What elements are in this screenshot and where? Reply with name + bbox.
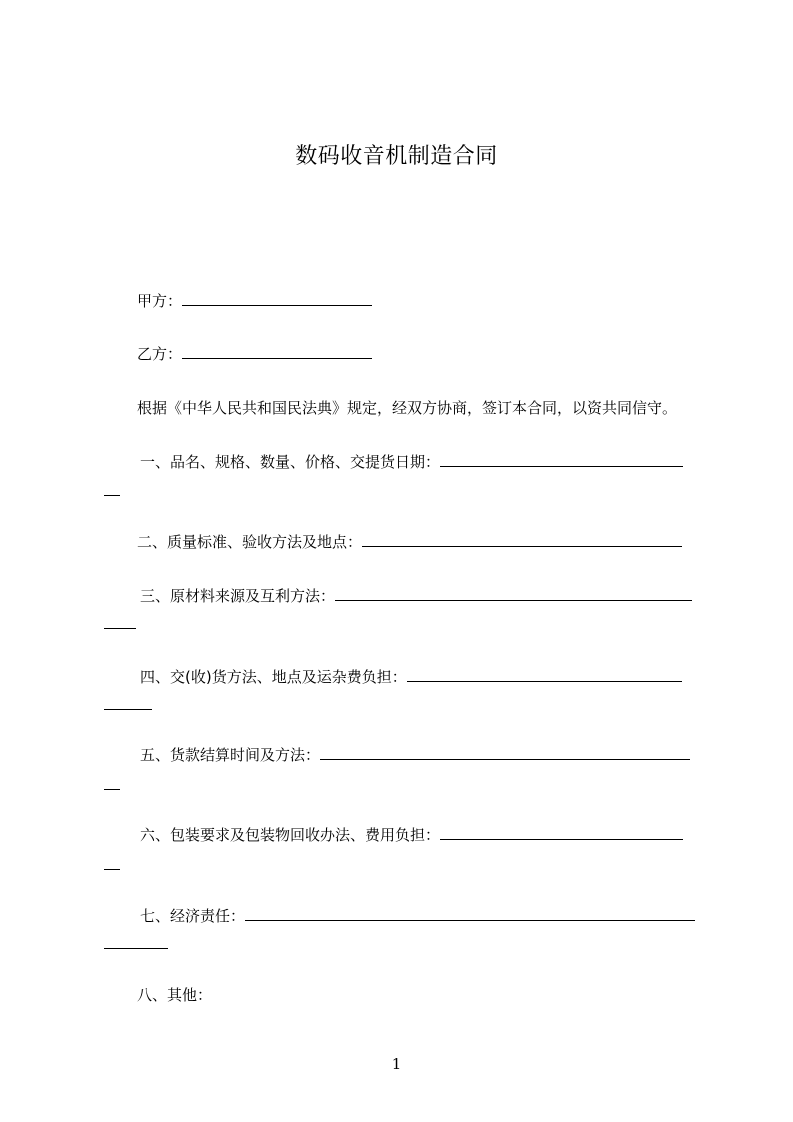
document-title: 数码收音机制造合同 bbox=[295, 144, 498, 169]
clause-2-line bbox=[137, 532, 682, 552]
clause-1-line bbox=[140, 452, 683, 472]
clause-6-blank[interactable] bbox=[440, 825, 683, 840]
clause-6-blank-continuation bbox=[104, 868, 120, 870]
clause-7-blank[interactable] bbox=[245, 906, 695, 921]
clause-1-blank[interactable] bbox=[440, 452, 683, 467]
clause-7-label: 七、经济责任： bbox=[140, 907, 246, 925]
clause-3-blank-continuation bbox=[104, 627, 136, 629]
clause-4-line bbox=[140, 667, 682, 687]
party-b-blank[interactable] bbox=[182, 344, 372, 359]
page-number: 1 bbox=[391, 1055, 402, 1073]
clause-4-blank[interactable] bbox=[407, 667, 682, 682]
clause-8-label: 八、其他： bbox=[137, 986, 213, 1004]
clause-2-label: 二、质量标准、验收方法及地点： bbox=[137, 533, 363, 551]
clause-7-blank-continuation bbox=[104, 947, 168, 949]
clause-1-blank-continuation bbox=[104, 494, 120, 496]
clause-6-label: 六、包装要求及包装物回收办法、费用负担： bbox=[140, 826, 441, 844]
party-a-line bbox=[137, 291, 372, 311]
clause-7-line bbox=[140, 906, 695, 926]
party-a-label: 甲方： bbox=[137, 292, 183, 310]
clause-3-line bbox=[140, 586, 692, 606]
clause-5-line bbox=[140, 745, 690, 765]
party-b-label: 乙方： bbox=[137, 345, 183, 363]
clause-5-blank[interactable] bbox=[320, 745, 690, 760]
clause-5-blank-continuation bbox=[104, 788, 120, 790]
clause-8-line bbox=[137, 985, 212, 1005]
party-b-line bbox=[137, 344, 372, 364]
clause-1-label: 一、品名、规格、数量、价格、交提货日期： bbox=[140, 453, 441, 471]
clause-4-label: 四、交(收)货方法、地点及运杂费负担： bbox=[140, 668, 407, 686]
clause-6-line bbox=[140, 825, 683, 845]
clause-3-blank[interactable] bbox=[335, 586, 692, 601]
clause-4-blank-continuation bbox=[104, 708, 152, 710]
party-a-blank[interactable] bbox=[182, 291, 372, 306]
clause-3-label: 三、原材料来源及互利方法： bbox=[140, 587, 336, 605]
clause-2-blank[interactable] bbox=[362, 532, 682, 547]
preamble: 根据《中华人民共和国民法典》规定，经双方协商，签订本合同，以资共同信守。 bbox=[137, 399, 678, 417]
clause-5-label: 五、货款结算时间及方法： bbox=[140, 746, 321, 764]
